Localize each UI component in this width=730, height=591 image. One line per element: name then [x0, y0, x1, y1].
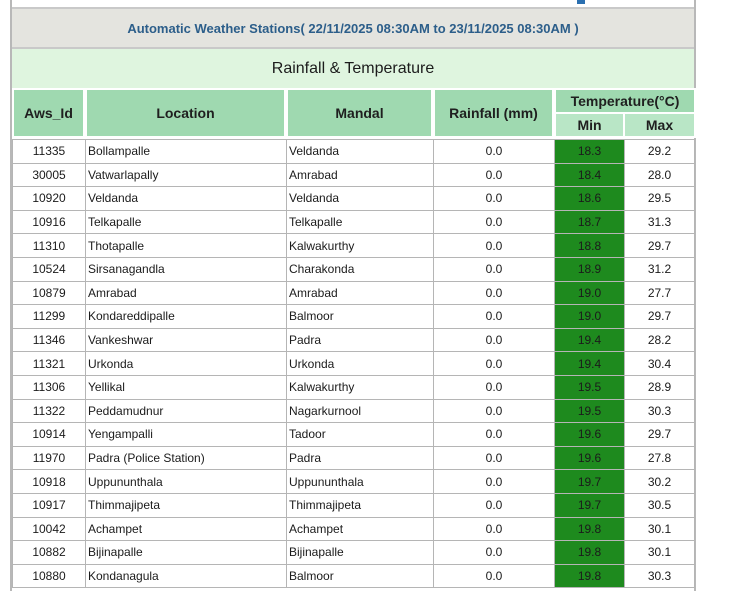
mandal-cell: Thimmajipeta: [287, 493, 434, 517]
table-row: [13, 187, 695, 211]
aws-id-cell: 11306: [13, 375, 86, 399]
col-header-min: Min: [554, 112, 625, 138]
rainfall-cell: 0.0: [434, 187, 555, 211]
min-temp-cell: 19.4: [555, 328, 625, 352]
table-row: [13, 234, 695, 258]
rainfall-cell: 0.0: [434, 328, 555, 352]
table-row: [13, 163, 695, 187]
min-temp-cell: 18.9: [555, 257, 625, 281]
col-header-aws-id: Aws_Id: [12, 88, 85, 138]
top-strip: [12, 0, 694, 9]
location-cell: Amrabad: [86, 281, 287, 305]
min-temp-cell: 19.7: [555, 470, 625, 494]
max-temp-cell: 30.5: [625, 493, 695, 517]
mandal-cell: Nagarkurnool: [287, 399, 434, 423]
min-temp-cell: 19.8: [555, 541, 625, 565]
min-temp-cell: 19.7: [555, 493, 625, 517]
max-temp-cell: 30.3: [625, 564, 695, 588]
mandal-cell: Tadoor: [287, 423, 434, 447]
report-subtitle: Automatic Weather Stations( 22/11/2025 08:30AM to 23/11/2025 08:30AM ): [12, 9, 694, 49]
aws-id-cell: 10916: [13, 210, 86, 234]
table-row: [13, 328, 695, 352]
mandal-cell: Padra: [287, 328, 434, 352]
min-temp-cell: 19.6: [555, 446, 625, 470]
mandal-cell: Amrabad: [287, 163, 434, 187]
max-temp-cell: 29.7: [625, 234, 695, 258]
aws-id-cell: 10918: [13, 470, 86, 494]
rainfall-cell: 0.0: [434, 470, 555, 494]
rainfall-cell: 0.0: [434, 375, 555, 399]
table-row: [13, 352, 695, 376]
location-cell: Padra (Police Station): [86, 446, 287, 470]
aws-id-cell: 11310: [13, 234, 86, 258]
location-cell: Yellikal: [86, 375, 287, 399]
table-row: [13, 470, 695, 494]
max-temp-cell: 29.7: [625, 305, 695, 329]
location-cell: Thotapalle: [86, 234, 287, 258]
location-cell: Bollampalle: [86, 140, 287, 164]
max-temp-cell: 27.7: [625, 281, 695, 305]
rainfall-cell: 0.0: [434, 493, 555, 517]
aws-id-cell: 10880: [13, 564, 86, 588]
aws-id-cell: 10524: [13, 257, 86, 281]
location-cell: Veldanda: [86, 187, 287, 211]
rainfall-cell: 0.0: [434, 140, 555, 164]
table-row: [13, 399, 695, 423]
mandal-cell: Balmoor: [287, 305, 434, 329]
mandal-cell: Bijinapalle: [287, 541, 434, 565]
location-cell: Telkapalle: [86, 210, 287, 234]
min-temp-cell: 19.5: [555, 375, 625, 399]
max-temp-cell: 31.2: [625, 257, 695, 281]
rainfall-cell: 0.0: [434, 423, 555, 447]
rainfall-cell: 0.0: [434, 210, 555, 234]
table-row: [13, 423, 695, 447]
location-cell: Thimmajipeta: [86, 493, 287, 517]
table-row: [13, 446, 695, 470]
table-row: [13, 281, 695, 305]
rainfall-cell: 0.0: [434, 305, 555, 329]
col-header-max: Max: [623, 112, 696, 138]
location-cell: Achampet: [86, 517, 287, 541]
max-temp-cell: 28.2: [625, 328, 695, 352]
location-cell: Kondareddipalle: [86, 305, 287, 329]
aws-id-cell: 11299: [13, 305, 86, 329]
location-cell: Sirsanagandla: [86, 257, 287, 281]
aws-id-cell: 11322: [13, 399, 86, 423]
aws-id-cell: 11321: [13, 352, 86, 376]
table-row: [13, 305, 695, 329]
location-cell: Vatwarlapally: [86, 163, 287, 187]
aws-id-cell: 30005: [13, 163, 86, 187]
min-temp-cell: 19.4: [555, 352, 625, 376]
mandal-cell: Telkapalle: [287, 210, 434, 234]
mandal-cell: Kalwakurthy: [287, 234, 434, 258]
location-cell: Uppununthala: [86, 470, 287, 494]
max-temp-cell: 31.3: [625, 210, 695, 234]
rainfall-cell: 0.0: [434, 234, 555, 258]
rainfall-cell: 0.0: [434, 517, 555, 541]
aws-id-cell: 10882: [13, 541, 86, 565]
max-temp-cell: 28.0: [625, 163, 695, 187]
mandal-cell: Uppununthala: [287, 470, 434, 494]
max-temp-cell: 30.1: [625, 541, 695, 565]
aws-id-cell: 10917: [13, 493, 86, 517]
mandal-cell: Charakonda: [287, 257, 434, 281]
table-row: [13, 210, 695, 234]
table-row: [13, 140, 695, 164]
max-temp-cell: 29.2: [625, 140, 695, 164]
rainfall-cell: 0.0: [434, 446, 555, 470]
max-temp-cell: 30.1: [625, 517, 695, 541]
mandal-cell: Veldanda: [287, 140, 434, 164]
max-temp-cell: 30.2: [625, 470, 695, 494]
max-temp-cell: 29.7: [625, 423, 695, 447]
location-cell: Vankeshwar: [86, 328, 287, 352]
min-temp-cell: 19.0: [555, 281, 625, 305]
aws-id-cell: 11346: [13, 328, 86, 352]
table-row: [13, 517, 695, 541]
table-row: [13, 257, 695, 281]
mandal-cell: Balmoor: [287, 564, 434, 588]
min-temp-cell: 18.8: [555, 234, 625, 258]
mandal-cell: Veldanda: [287, 187, 434, 211]
col-header-mandal: Mandal: [286, 88, 433, 138]
min-temp-cell: 18.7: [555, 210, 625, 234]
max-temp-cell: 30.3: [625, 399, 695, 423]
min-temp-cell: 19.8: [555, 517, 625, 541]
col-header-rainfall: Rainfall (mm): [433, 88, 554, 138]
location-cell: Urkonda: [86, 352, 287, 376]
min-temp-cell: 19.5: [555, 399, 625, 423]
mandal-cell: Padra: [287, 446, 434, 470]
mandal-cell: Urkonda: [287, 352, 434, 376]
aws-id-cell: 10042: [13, 517, 86, 541]
report-title: Rainfall & Temperature: [12, 49, 694, 88]
max-temp-cell: 30.4: [625, 352, 695, 376]
mandal-cell: Amrabad: [287, 281, 434, 305]
location-cell: Peddamudnur: [86, 399, 287, 423]
location-cell: Bijinapalle: [86, 541, 287, 565]
min-temp-cell: 18.3: [555, 140, 625, 164]
min-temp-cell: 19.0: [555, 305, 625, 329]
aws-id-cell: 10914: [13, 423, 86, 447]
rainfall-cell: 0.0: [434, 399, 555, 423]
aws-id-cell: 10879: [13, 281, 86, 305]
table-row: [13, 564, 695, 588]
rainfall-cell: 0.0: [434, 352, 555, 376]
mandal-cell: Achampet: [287, 517, 434, 541]
rainfall-cell: 0.0: [434, 257, 555, 281]
min-temp-cell: 19.6: [555, 423, 625, 447]
location-cell: Kondanagula: [86, 564, 287, 588]
table-row: [13, 375, 695, 399]
min-temp-cell: 18.6: [555, 187, 625, 211]
col-header-temperature: Temperature(°C): [554, 88, 696, 114]
rainfall-cell: 0.0: [434, 564, 555, 588]
min-temp-cell: 18.4: [555, 163, 625, 187]
col-header-location: Location: [85, 88, 286, 138]
aws-id-cell: 11335: [13, 140, 86, 164]
aws-id-cell: 10920: [13, 187, 86, 211]
aws-id-cell: 11970: [13, 446, 86, 470]
min-temp-cell: 19.8: [555, 564, 625, 588]
rainfall-cell: 0.0: [434, 541, 555, 565]
max-temp-cell: 29.5: [625, 187, 695, 211]
rainfall-cell: 0.0: [434, 163, 555, 187]
max-temp-cell: 28.9: [625, 375, 695, 399]
mandal-cell: Kalwakurthy: [287, 375, 434, 399]
top-link-fragment: [577, 0, 585, 4]
weather-table: [12, 139, 695, 588]
rainfall-cell: 0.0: [434, 281, 555, 305]
location-cell: Yengampalli: [86, 423, 287, 447]
table-row: [13, 493, 695, 517]
max-temp-cell: 27.8: [625, 446, 695, 470]
table-row: [13, 541, 695, 565]
